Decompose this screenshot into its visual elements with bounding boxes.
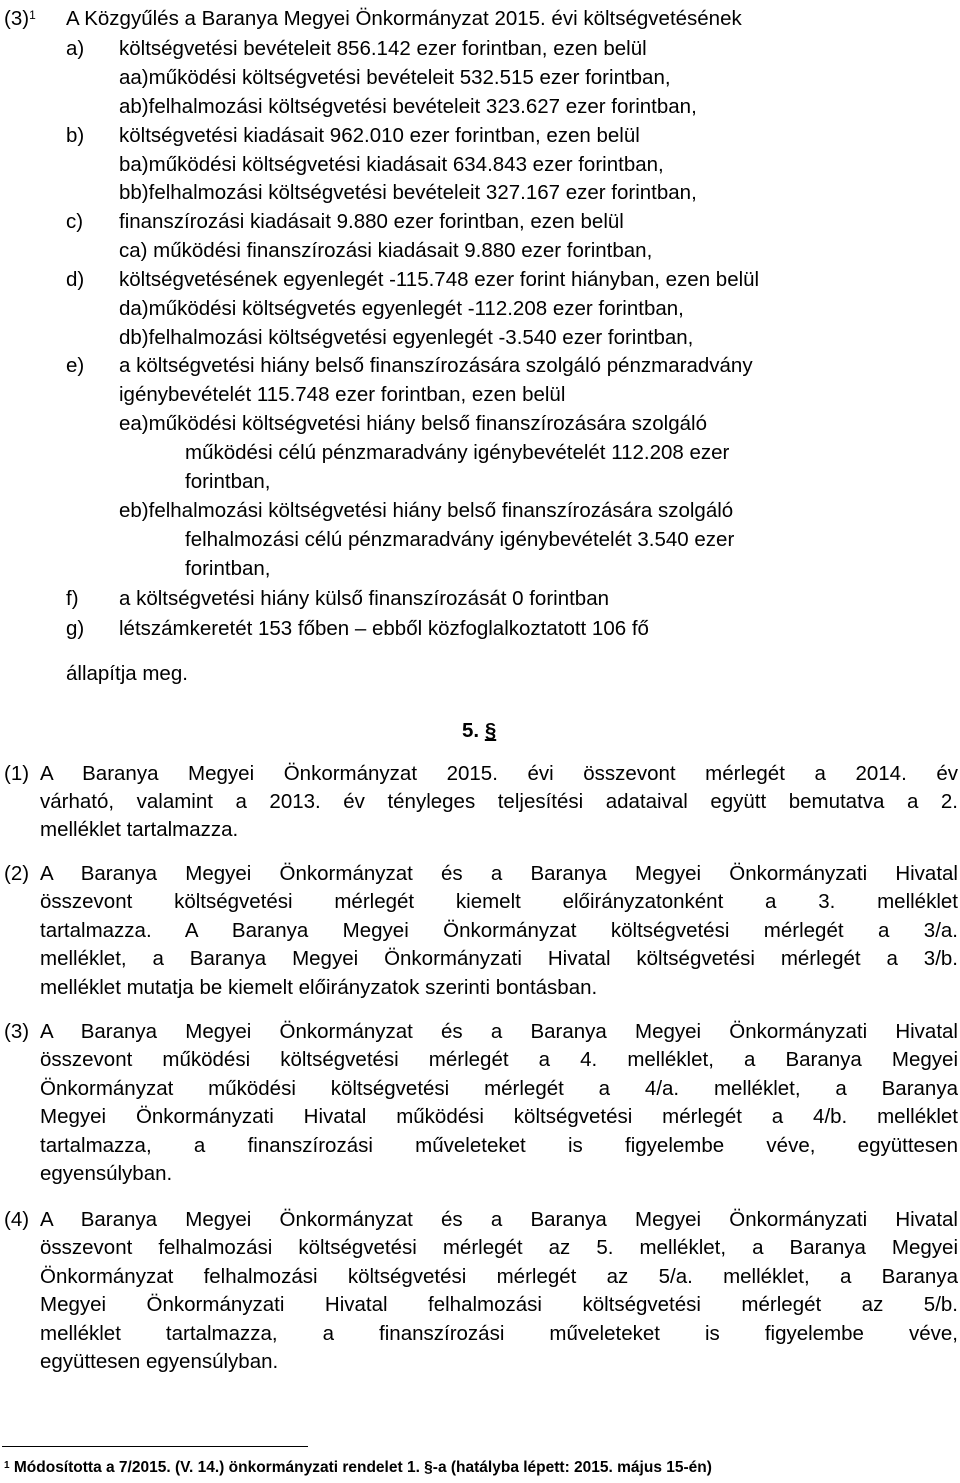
paragraph-line: összevont működési költségvetési mérlegét a 4. melléklet, a Baranya Megyei xyxy=(40,1048,958,1071)
paragraph-line: A Baranya Megyei Önkormányzat és a Baranya Megyei Önkormányzati Hivatal xyxy=(40,1020,958,1043)
list-item: forintban, xyxy=(185,470,271,493)
section-3-intro: A Közgyűlés a Baranya Megyei Önkormányzat 2015. évi költségvetésének xyxy=(66,7,742,30)
paragraph-line: összevont költségvetési mérlegét kiemelt előirányzatonként a 3. melléklet xyxy=(40,890,958,913)
item-label: b) xyxy=(66,124,85,147)
paragraph-line: melléklet mutatja be kiemelt előirányzatok szerinti bontásban. xyxy=(40,976,598,999)
list-item: ca) működési finanszírozási kiadásait 9.880 ezer forintban, xyxy=(119,239,653,262)
footnote-number: 1 xyxy=(4,1460,10,1471)
list-item: a költségvetési hiány külső finanszírozását 0 forintban xyxy=(119,587,609,610)
item-label: f) xyxy=(66,587,79,610)
item-label: g) xyxy=(66,617,85,640)
paragraph-line: Önkormányzat felhalmozási költségvetési mérlegét az 5/a. melléklet, a Baranya xyxy=(40,1265,958,1288)
paragraph-number: (2) xyxy=(4,862,30,885)
paragraph-line: egyensúlyban. xyxy=(40,1162,173,1185)
paragraph-line: A Baranya Megyei Önkormányzat és a Baranya Megyei Önkormányzati Hivatal xyxy=(40,1208,958,1231)
list-item: költségvetési kiadásait 962.010 ezer forintban, ezen belül xyxy=(119,124,640,147)
paragraph-line: melléklet tartalmazza. xyxy=(40,818,239,841)
footnote xyxy=(4,1458,712,1478)
list-item: da)működési költségvetés egyenlegét -112.208 ezer forintban, xyxy=(119,297,684,320)
list-item: forintban, xyxy=(185,557,271,580)
section-heading: 5. § xyxy=(462,719,497,742)
closing-text: állapítja meg. xyxy=(66,662,188,685)
list-item: igénybevételét 115.748 ezer forintban, ezen belül xyxy=(119,383,566,406)
list-item: aa)működési költségvetési bevételeit 532.515 ezer forintban, xyxy=(119,66,671,89)
paragraph-line: tartalmazza. A Baranya Megyei Önkormányzat költségvetési mérlegét a 3/a. xyxy=(40,919,958,942)
section-3-number: $(3)^1$ xyxy=(4,7,36,30)
list-item: db)felhalmozási költségvetési egyenlegét -3.540 ezer forintban, xyxy=(119,326,694,349)
paragraph-line: várható, valamint a 2013. év tényleges teljesítési adataival együtt bemutatva a 2. xyxy=(40,790,958,813)
paragraph-line: összevont felhalmozási költségvetési mérlegét az 5. melléklet, a Baranya Megyei xyxy=(40,1236,958,1259)
paragraph-line: együttesen egyensúlyban. xyxy=(40,1350,279,1373)
list-item: ea)működési költségvetési hiány belső finanszírozására szolgáló xyxy=(119,412,707,435)
paragraph-number: (1) xyxy=(4,762,30,785)
paragraph-line: A Baranya Megyei Önkormányzat és a Baranya Megyei Önkormányzati Hivatal xyxy=(40,862,958,885)
list-item: költségvetésének egyenlegét -115.748 ezer forint hiányban, ezen belül xyxy=(119,268,760,291)
footnote-separator xyxy=(2,1446,308,1447)
list-item: működési célú pénzmaradvány igénybevételét 112.208 ezer xyxy=(185,441,730,464)
list-item: felhalmozási célú pénzmaradvány igénybevételét 3.540 ezer xyxy=(185,528,735,551)
paragraph-number: (3) xyxy=(4,1020,30,1043)
paragraph-line: A Baranya Megyei Önkormányzat 2015. évi összevont mérlegét a 2014. év xyxy=(40,762,958,785)
list-item: finanszírozási kiadásait 9.880 ezer forintban, ezen belül xyxy=(119,210,624,233)
paragraph-line: tartalmazza, a finanszírozási műveleteket is figyelembe véve, együttesen xyxy=(40,1134,958,1157)
paragraph-line: Önkormányzat működési költségvetési mérlegét a 4/a. melléklet, a Baranya xyxy=(40,1077,958,1100)
item-label: c) xyxy=(66,210,84,233)
item-label: d) xyxy=(66,268,85,291)
list-item: eb)felhalmozási költségvetési hiány belső finanszírozására szolgáló xyxy=(119,499,734,522)
list-item: ab)felhalmozási költségvetési bevételeit 323.627 ezer forintban, xyxy=(119,95,697,118)
list-item: ba)működési költségvetési kiadásait 634.843 ezer forintban, xyxy=(119,153,664,176)
item-label: e) xyxy=(66,354,85,377)
footnote-text: Módosította a 7/2015. (V. 14.) önkormányzati rendelet 1. §-a (hatályba lépett: 2015. május 15-én) xyxy=(13,1459,712,1476)
paragraph-number: (4) xyxy=(4,1208,30,1231)
paragraph-line: melléklet, a Baranya Megyei Önkormányzati Hivatal költségvetési mérlegét a 3/b. xyxy=(40,947,958,970)
list-item: a költségvetési hiány belső finanszírozására szolgáló pénzmaradvány xyxy=(119,354,753,377)
item-label: a) xyxy=(66,37,85,60)
footnote-ref[interactable]: 1 xyxy=(29,8,36,22)
paragraph-line: Megyei Önkormányzati Hivatal működési költségvetési mérlegét a 4/b. melléklet xyxy=(40,1105,958,1128)
list-item: létszámkeretét 153 főben – ebből közfoglalkoztatott 106 fő xyxy=(119,617,649,640)
list-item: költségvetési bevételeit 856.142 ezer forintban, ezen belül xyxy=(119,37,647,60)
paragraph-line: Megyei Önkormányzati Hivatal felhalmozási költségvetési mérlegét az 5/b. xyxy=(40,1293,958,1316)
list-item: bb)felhalmozási költségvetési bevételeit 327.167 ezer forintban, xyxy=(119,181,697,204)
paragraph-line: melléklet tartalmazza, a finanszírozási műveleteket is figyelembe véve, xyxy=(40,1322,958,1345)
